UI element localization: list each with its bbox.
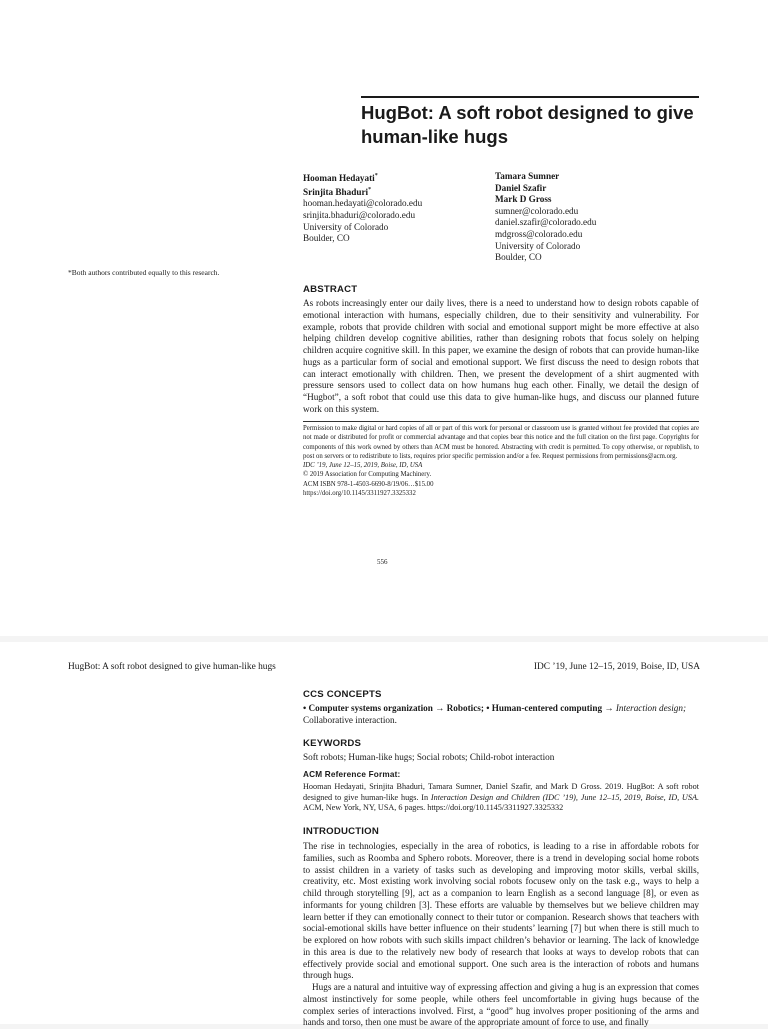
running-header-title: HugBot: A soft robot designed to give human-like hugs [68, 662, 276, 672]
reference-format-text: Hooman Hedayati, Srinjita Bhaduri, Tamara Sumner, Daniel Szafir, and Mark D Gross. 2019. HugBot: A soft robot designed to give human-like hugs. In Interaction Design and Children (IDC ’19), June 12–15, 2019, Boise, ID, USA. ACM, New York, NY, USA, 6 pages. https://doi.org/10.1145/3311927.3325332 [303, 782, 699, 813]
reference-format-heading: ACM Reference Format: [303, 770, 401, 779]
author-email: hooman.hedayati@colorado.edu [303, 198, 423, 209]
author-name: Srinjita Bhaduri* [303, 186, 372, 197]
author-block-right [495, 171, 695, 264]
paper-title: HugBot: A soft robot designed to give human-like hugs [361, 102, 694, 147]
paragraph: The rise in technologies, especially in the area of robotics, is leading to a rise in affordable robots for families, such as Roomba and Sphero robots. Moreover, there is a trend in developing social home robots to assist children in a variety of tasks such as developing and improving motor skills, verbal skills, creativity, etc. Most existing work involving social robots focusew only on the task e.g., ways to help a child through storytelling [9], act as a companion to learn English as a second language [8], or even as informants for young children [3]. These efforts are valuable by themselves but we believe children may learn better if they can emotionally connect to their tutor or companion. Research shows that teachers with social-emotional skills have better influence on their students’ learning [7] but when there is still much to be explored on how robots with such skills impact children’s behavior or learning. The lack of knowledge in this area is due to the relatively new body of research that looks at ways to develop robots that can effectively provide social and emotional support. One such area is the interaction of robots and humans through hugs. [303, 841, 699, 981]
abstract-heading: ABSTRACT [303, 284, 358, 295]
author-name: Hooman Hedayati* [303, 173, 378, 184]
author-affiliation: University of Colorado [303, 221, 389, 232]
author-email: srinjita.bhaduri@colorado.edu [303, 209, 416, 220]
author-email: mdgross@colorado.edu [495, 228, 583, 239]
conference-line: IDC ’19, June 12–15, 2019, Boise, ID, USA [303, 462, 423, 470]
author-email: daniel.szafir@colorado.edu [495, 217, 597, 228]
keywords-heading: KEYWORDS [303, 738, 362, 749]
doi-link[interactable]: https://doi.org/10.1145/3311927.3325332 [303, 490, 416, 498]
permission-notice: Permission to make digital or hard copies of all or part of this work for personal or classroom use is granted without fee provided that copies are not made or distributed for profit or commercial advantage and that copies bear this notice and the full citation on the first page. Copyrights for components of this work owned by others than ACM must be honored. Abstracting with credit is permitted. To copy otherwise, or republish, to post on servers or to redistribute to lists, requires prior specific permission and/or a fee. Request permissions from permissions@acm.org. [303, 425, 699, 460]
paper-page-2 [0, 642, 768, 1028]
author-location: Boulder, CO [303, 233, 350, 244]
copyright-line: © 2019 Association for Computing Machinery. [303, 471, 432, 479]
paragraph: Hugs are a natural and intuitive way of expressing affection and giving a hug is an expression that comes almost instinctively for some people, while others feel uncomfortable in giving hugs because of the complex series of interactions involved. First, a “good” hug involves proper positioning of the arms and hands and torso, then one must be aware of the appropriate amount of force to use, and finally [303, 982, 699, 1028]
ccs-concepts: • Computer systems organization → Robotics; • Human-centered computing → Interaction design; Collaborative interaction. [303, 703, 687, 725]
author-name: Tamara Sumner [495, 171, 560, 181]
introduction-heading: INTRODUCTION [303, 826, 379, 837]
abstract-text: As robots increasingly enter our daily lives, there is a need to understand how to design robots capable of emotional interaction with humans, especially children, due to their sensitivity and vulnerability. For example, robots that provide children with social and emotional support might be more effective at also helping children develop cognitive abilities, rather than designing robots that focus solely on helping children acquire cognitive skill. In this paper, we examine the design of robots that can provide human-like hugs as a particular form of social and emotional support. We first discuss the need to design robots that can interact emotionally with children. Then, we present the development of a shirt augmented with pressure sensors used to collect data on how humans hug each other. Finally, we detail the design of “Hugbot”, a soft robot that could use this data to give human-like hugs, and discuss our planned future work on this system. [303, 298, 699, 414]
page-number: 556 [377, 558, 388, 566]
author-affiliation: University of Colorado [495, 240, 581, 251]
keywords-text: Soft robots; Human-like hugs; Social robots; Child-robot interaction [303, 752, 555, 762]
author-email: sumner@colorado.edu [495, 205, 579, 216]
title-rule [361, 96, 699, 98]
permission-rule [303, 421, 699, 422]
equal-contribution-footnote: *Both authors contributed equally to this research. [68, 268, 220, 277]
author-location: Boulder, CO [495, 252, 542, 263]
author-name: Mark D Gross [495, 194, 552, 205]
isbn-line: ACM ISBN 978-1-4503-6690-8/19/06…$15.00 [303, 480, 434, 488]
introduction-text [303, 841, 699, 1029]
ccs-heading: CCS CONCEPTS [303, 689, 382, 700]
permission-block [303, 424, 699, 498]
running-header-conference: IDC ’19, June 12–15, 2019, Boise, ID, USA [533, 662, 700, 672]
author-block-left [303, 171, 483, 245]
author-name: Daniel Szafir [495, 182, 547, 193]
